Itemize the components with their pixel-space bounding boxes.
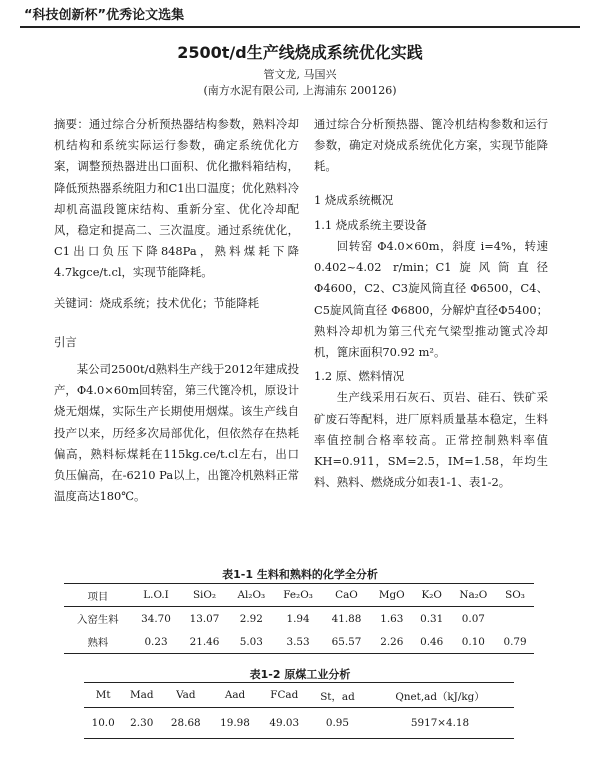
table2-header-cell: Mt <box>84 683 122 708</box>
table1-cell: 熟料 <box>87 637 109 649</box>
abstract <box>54 114 299 284</box>
table1-cell: 5.03 <box>239 635 263 648</box>
right-column <box>314 114 548 493</box>
section-1-2-text: 生产线采用石灰石、页岩、硅石、铁矿采矿废石等配料，进厂原料质量基本稳定，生料率值控制合格率较高。正常控制熟料率值KH=0.911，SM=2.5，IM=1.58，年均生料、熟料、燃烧成分如表1-1、表1-2。 <box>314 390 548 490</box>
table2-cell: 10.0 <box>91 717 115 729</box>
section-1-2-heading: 1.2 原、燃料情况 <box>314 369 405 384</box>
table2-header-row <box>84 683 514 708</box>
keywords-text: 烧成系统；技术优化；节能降耗 <box>99 295 260 310</box>
table1-cell: 2.26 <box>380 635 404 648</box>
table2-cell: 19.98 <box>220 717 250 729</box>
left-column <box>54 114 299 507</box>
table1-cell: 3.53 <box>286 635 310 648</box>
table1 <box>64 583 534 654</box>
table1-header-cell: SO₃ <box>496 584 534 607</box>
paper-affiliation: (南方水泥有限公司, 上海浦东 200126) <box>203 84 397 97</box>
table1-header-cell: K₂O <box>413 584 451 607</box>
table1-header-cell: CaO <box>322 584 371 607</box>
table1-cell: 65.57 <box>331 635 362 648</box>
section-1-heading: 1 烧成系统概况 <box>314 192 394 207</box>
table2-cell: 0.95 <box>325 717 350 729</box>
abstract-text: 通过综合分析预热器结构参数，熟料冷却机结构和系统实际运行参数，确定系统优化方案，调整预热器进出口面积、优化撒料箱结构，降低预热器系统阻力和C1出口温度；优化熟料冷却机高温段篦床结构、重新分室、优化冷却配风，稳定和提高二、三次温度。通过系统优化，C1出口负压下降848Pa，熟料煤耗下降4.7kgce/t.cl，实现节能降耗。 <box>54 117 299 280</box>
table2-header-cell: Aad <box>210 683 259 708</box>
paper-authors: 管文龙, 马国兴 <box>263 68 337 81</box>
table2-cell: 5917×4.18 <box>410 717 470 729</box>
table1-cell: 0.46 <box>420 635 444 648</box>
table1-header-cell: L.O.I <box>132 584 181 607</box>
table1-cell: 入窑生料 <box>77 614 119 626</box>
table1-cell: 41.88 <box>331 612 362 625</box>
table2-header-cell: Mad <box>122 683 161 708</box>
keywords-label: 关键词： <box>54 295 100 310</box>
table-row <box>84 708 514 739</box>
keywords <box>54 293 299 314</box>
table1-header-cell: Na₂O <box>451 584 497 607</box>
header-rule <box>20 26 580 28</box>
table1-title: 表1-1 生料和熟料的化学全分析 <box>222 568 378 581</box>
table2-cell: 49.03 <box>269 717 300 729</box>
section-1-1-heading: 1.1 烧成系统主要设备 <box>314 217 427 232</box>
right-lead-text: 通过综合分析预热器、篦冷机结构参数和运行参数，确定对烧成系统优化方案，实现节能降耗。 <box>314 117 548 174</box>
table2-header-cell: Qnet,ad（kJ/kg） <box>366 683 514 708</box>
section-1-1-text: 回转窑 Φ4.0×60m，斜度 i=4%，转速0.402~4.02 r/min；C1旋风筒直径 Φ4600，C2、C3旋风筒直径 Φ6500，C4、C5旋风筒直径 Φ6800，分解炉直径Φ5400；熟料冷却机为第三代充气梁型推动篦式冷却机，篦床面积70.92 m²。 <box>314 239 548 360</box>
table1-cell: 2.92 <box>239 612 263 625</box>
intro-text: 某公司2500t/d熟料生产线于2012年建成投产，Φ4.0×60m回转窑，第三代篦冷机，原设计烧无烟煤，实际生产长期使用烟煤。该生产线自投产以来，历经多次局部优化，但依然存在热耗偏高，熟料标煤耗在115kg.ce/t.cl左右，出口负压偏高，在-6210 Pa以上，出篦冷机熟料正常温度高达180℃。 <box>54 362 299 504</box>
table1-header-cell: MgO <box>371 584 413 607</box>
table1-cell: 34.70 <box>141 612 171 625</box>
table1-cell: 1.63 <box>380 612 404 625</box>
table1-cell: 21.46 <box>189 635 220 648</box>
table1-cell: 1.94 <box>286 612 310 625</box>
table1-cell: 0.31 <box>420 612 444 625</box>
table2-header-cell: Vad <box>161 683 210 708</box>
table2 <box>84 682 514 739</box>
table1-cell: 0.07 <box>461 612 485 625</box>
paper-title: 2500t/d生产线烧成系统优化实践 <box>177 43 423 62</box>
table1-header-cell: SiO₂ <box>180 584 229 607</box>
abstract-label: 摘要： <box>54 117 90 131</box>
table1-header-cell: Fe₂O₃ <box>274 584 322 607</box>
table-row <box>64 607 534 631</box>
table1-header-cell: Al₂O₃ <box>229 584 274 607</box>
table1-cell: 0.10 <box>461 635 485 648</box>
series-header: “科技创新杯”优秀论文选集 <box>24 8 185 23</box>
table1-header-cell: 项目 <box>64 584 132 607</box>
table1-cell: 0.23 <box>144 635 168 648</box>
table1-header-row <box>64 584 534 607</box>
table2-header-cell: St，ad <box>309 683 366 708</box>
table2-cell: 2.30 <box>130 717 154 729</box>
table1-cell <box>496 607 534 631</box>
intro-heading: 引言 <box>54 334 77 349</box>
table2-header-cell: FCad <box>260 683 309 708</box>
table-row <box>64 630 534 654</box>
table1-cell: 13.07 <box>189 612 220 625</box>
table2-title: 表1-2 原煤工业分析 <box>249 668 351 681</box>
table2-cell: 28.68 <box>170 717 201 729</box>
table1-cell: 0.79 <box>503 635 527 648</box>
